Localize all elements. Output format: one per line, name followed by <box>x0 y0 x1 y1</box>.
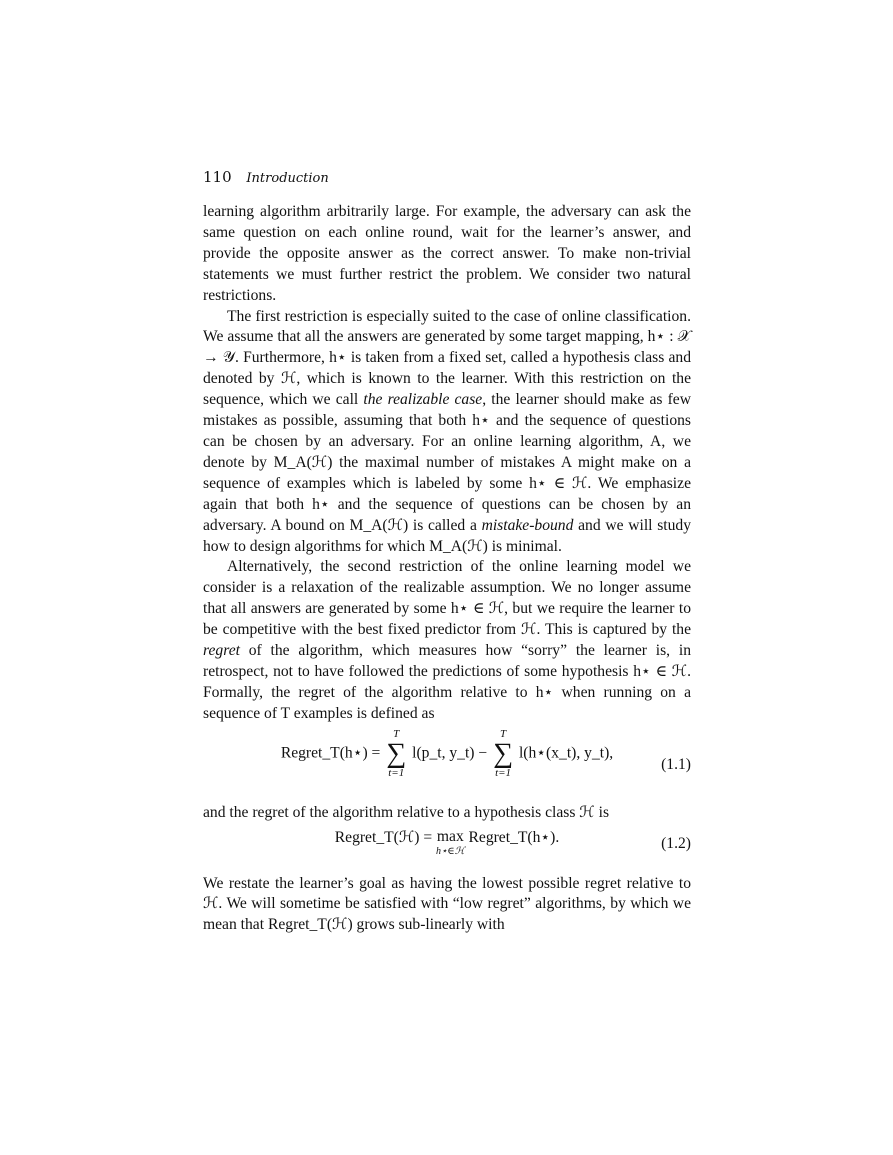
sum-upper-limit: T <box>500 727 507 740</box>
running-header <box>203 168 329 186</box>
paragraph-2-text-c: and we will study how to design algorithms for which M_A(ℋ) is minimal. <box>203 516 691 555</box>
running-title: Introduction <box>246 171 329 186</box>
sum-operator <box>493 729 513 779</box>
equation-1-2 <box>203 828 691 870</box>
paragraph-3-text-b: of the algorithm, which measures how “sorry” the learner is, in retrospect, not to have followed the predictions of some hypothesis h⋆ ∈ ℋ. Formally, the regret of the algorithm relative to h⋆ when running on a sequence of T examples is defined as <box>203 642 691 722</box>
max-operator <box>436 828 465 859</box>
sum-operator <box>386 729 406 779</box>
page-number: 110 <box>203 168 232 186</box>
equation-number: (1.2) <box>661 834 691 852</box>
eq1-term-2: l(h⋆(x_t), y_t), <box>518 744 614 762</box>
emphasis-regret: regret <box>203 642 240 660</box>
paragraph-3-text-a: Alternatively, the second restriction of the online learning model we consider is a relaxation of the realizable assumption. We no longer assume that all answers are generated by some h⋆ ∈ ℋ, but we require the learner to be competitive with the best fixed predictor from ℋ. This is captured by the <box>203 558 691 639</box>
sigma-symbol: ∑ <box>493 737 514 769</box>
paragraph-4: and the regret of the algorithm relative to a hypothesis class ℋ is <box>203 803 610 821</box>
sigma-symbol: ∑ <box>386 737 407 769</box>
paragraph-1: learning algorithm arbitrarily large. For example, the adversary can ask the same question on each online round, wait for the learner’s answer, and provide the opposite answer as the correct answer. To make non-trivial statements we must further restrict the problem. We consider two natural restrictions. <box>203 203 691 304</box>
eq1-lhs: Regret_T(h⋆) = <box>280 744 381 762</box>
sum-upper-limit: T <box>393 727 400 740</box>
paragraph-2-text-a: The first restriction is especially suited to the case of online classification. We assume that all the answers are generated by some target mapping, h⋆ : 𝒳 → 𝒴. Furthermore, h⋆ is taken from a fixed set, called a hypothesis class and denoted by ℋ, which is known to the learner. With this restriction on the sequence, which we call <box>203 307 691 409</box>
emphasis-realizable-case: the realizable case <box>363 391 483 409</box>
emphasis-mistake-bound: mistake-bound <box>481 516 574 534</box>
paragraph-3 <box>203 557 691 724</box>
max-symbol: max <box>436 827 464 845</box>
equation-number: (1.1) <box>661 755 691 773</box>
eq2-lhs: Regret_T(ℋ) = <box>334 828 433 846</box>
body-text <box>203 202 691 936</box>
max-subscript: h⋆∈ℋ <box>436 846 465 858</box>
sum-lower-limit: t=1 <box>388 766 405 779</box>
equation-1-1 <box>203 729 691 803</box>
eq2-rhs: Regret_T(h⋆). <box>468 828 560 846</box>
sum-lower-limit: t=1 <box>495 766 512 779</box>
paragraph-2-text-b: , the learner should make as few mistakes as possible, assuming that both h⋆ and the sequence of questions can be chosen by an adversary. For an online learning algorithm, A, we denote by M_A(ℋ) the maximal number of mistakes A might make on a sequence of examples which is labeled by some h⋆ ∈ ℋ. We emphasize again that both h⋆ and the sequence of questions can be chosen by an adversary. A bound on M_A(ℋ) is called a <box>203 391 691 534</box>
eq1-term-1: l(p_t, y_t) − <box>412 744 488 762</box>
paragraph-5: We restate the learner’s goal as having the lowest possible regret relative to ℋ. We will sometime be satisfied with “low regret” algorithms, by which we mean that Regret_T(ℋ) grows sub-linearly with <box>203 874 691 934</box>
paragraph-2 <box>203 307 691 558</box>
